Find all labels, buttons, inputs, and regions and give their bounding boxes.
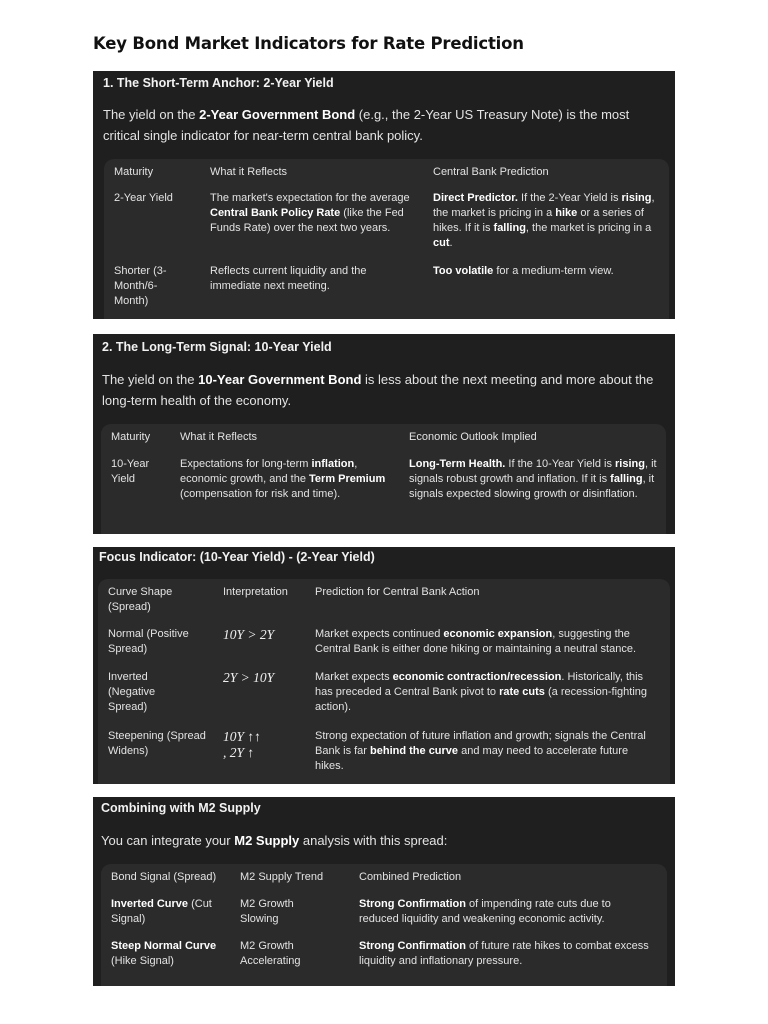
- section-heading: Focus Indicator: (10-Year Yield) - (2-Year Yield): [99, 550, 375, 564]
- table-cell-interpretation: 10Y > 2Y: [223, 627, 275, 642]
- table-cell-combined: Strong Confirmation of impending rate cuts due to reduced liquidity and weakening economic activity.: [359, 898, 611, 925]
- table-cell-prediction: Too volatile for a medium-term view.: [433, 265, 614, 277]
- table-cell-outlook: Long-Term Health. If the 10-Year Yield is rising, it signals robust growth and inflation. If it is falling, it signals expected slowing growth or disinflation.: [409, 458, 657, 500]
- table-cell-prediction: Market expects continued economic expansion, suggesting the Central Bank is either done hiking or maintaining a neutral stance.: [315, 628, 637, 655]
- table-cell-maturity: 10-Year Yield: [111, 458, 150, 485]
- section-m2-supply: [93, 797, 675, 986]
- document-title: Key Bond Market Indicators for Rate Prediction: [93, 34, 524, 53]
- column-header: What it Reflects: [180, 431, 258, 443]
- section-2-year-yield: [93, 71, 675, 319]
- table-cell-curve-shape: Normal (Positive Spread): [108, 628, 189, 655]
- column-header: What it Reflects: [210, 166, 288, 178]
- table-cell-prediction: Strong expectation of future inflation and growth; signals the Central Bank is far behind the curve and may need to accelerate future hikes.: [315, 730, 646, 772]
- table-curve-shape: [98, 579, 670, 784]
- table-cell-curve-shape: Steepening (Spread Widens): [108, 730, 206, 757]
- table-cell-prediction: Market expects economic contraction/recession. Historically, this has preceded a Central Bank pivot to rate cuts (a recession-fighting action).: [315, 671, 648, 713]
- section-heading: 1. The Short-Term Anchor: 2-Year Yield: [103, 76, 334, 90]
- column-header: Economic Outlook Implied: [409, 431, 537, 443]
- table-m2-supply: [101, 864, 667, 986]
- math-line: , 2Y ↑: [223, 745, 255, 760]
- table-cell-reflects: The market's expectation for the average Central Bank Policy Rate (like the Fed Funds Rate) over the next two years.: [210, 192, 410, 234]
- section-yield-spread: [93, 547, 675, 784]
- section-intro: The yield on the 10-Year Government Bond is less about the next meeting and more about the long-term health of the economy.: [102, 372, 654, 408]
- section-intro: You can integrate your M2 Supply analysis with this spread:: [101, 833, 448, 848]
- table-cell-maturity: 2-Year Yield: [114, 192, 173, 204]
- column-header: Combined Prediction: [359, 871, 462, 883]
- table-cell-combined: Strong Confirmation of future rate hikes to combat excess liquidity and inflationary pressure.: [359, 940, 649, 967]
- table-cell-interpretation: 2Y > 10Y: [223, 670, 275, 685]
- column-header: M2 Supply Trend: [240, 871, 324, 883]
- column-header: Maturity: [111, 431, 151, 443]
- table-cell-reflects: Expectations for long-term inflation, economic growth, and the Term Premium (compensation for risk and time).: [180, 458, 386, 500]
- column-header: Interpretation: [223, 586, 288, 598]
- table-10-year-yield: [101, 424, 666, 534]
- column-header: Prediction for Central Bank Action: [315, 586, 480, 598]
- table-cell-reflects: Reflects current liquidity and the immediate next meeting.: [210, 265, 367, 292]
- table-cell-bond-signal: Inverted Curve (Cut Signal): [111, 898, 212, 925]
- section-10-year-yield: [93, 334, 675, 534]
- column-header: Curve Shape (Spread): [108, 586, 173, 613]
- math-line: 10Y ↑↑: [223, 729, 261, 744]
- table-cell-bond-signal: Steep Normal Curve (Hike Signal): [111, 940, 217, 967]
- table-cell-m2-trend: M2 Growth Slowing: [240, 898, 294, 925]
- column-header: Bond Signal (Spread): [111, 871, 217, 883]
- section-heading: 2. The Long-Term Signal: 10-Year Yield: [102, 340, 332, 354]
- section-heading: Combining with M2 Supply: [101, 801, 261, 815]
- table-cell-interpretation: [223, 729, 283, 761]
- table-2-year-yield: [104, 159, 669, 319]
- table-cell-m2-trend: M2 Growth Accelerating: [240, 940, 301, 967]
- table-cell-prediction: Direct Predictor. If the 2-Year Yield is rising, the market is pricing in a hike or a series of hikes. If it is falling, the market is pricing in a cut.: [433, 192, 655, 249]
- table-cell-maturity: Shorter (3-Month/6-Month): [114, 265, 167, 307]
- column-header: Maturity: [114, 166, 154, 178]
- table-cell-curve-shape: Inverted (Negative Spread): [108, 671, 156, 713]
- section-intro: The yield on the 2-Year Government Bond (e.g., the 2-Year US Treasury Note) is the most critical single indicator for near-term central bank policy.: [103, 107, 630, 143]
- column-header: Central Bank Prediction: [433, 166, 549, 178]
